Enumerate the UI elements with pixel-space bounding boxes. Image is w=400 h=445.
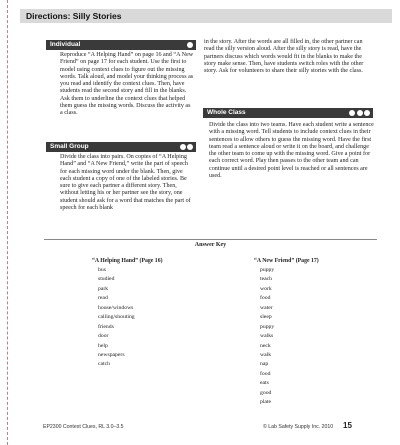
dot-icon [187,144,193,150]
answer-word: catch [98,361,110,368]
answer-word: teach [260,276,272,283]
difficulty-dots [349,110,370,116]
whole-class-heading-label: Whole Class [207,109,246,116]
directions-title: Directions: Silly Stories [26,11,122,21]
answer-word: work [260,285,272,292]
answer-key-title: Answer Key [194,242,227,248]
answer-word: sleep [260,314,272,321]
answer-word: eats [260,380,269,387]
answer-word: plate [260,399,272,406]
footer-product-code: EP2300 Context Clues, RL 3.0–3.5 [43,424,124,430]
answer-word: calling/shouting [98,314,135,321]
answer-word: help [98,342,108,349]
answer-word: newspapers [98,351,125,358]
answer-col1-list [98,266,135,370]
answer-word: park [98,285,109,292]
cut-line [7,0,8,445]
answer-col1-title: “A Helping Hand” (Page 16) [92,258,163,264]
whole-class-text: Divide the class into two teams. Have each student write a sentence with a missing word. Tell students to include context clues in their sentences to allow others to guess the missing word. Have the first team read a sentence aloud or write it on the board, and challenge the other team to come up with the missing word. Give a point for each correct word. Play then passes to the other team and can continue until a desired point level is reached or all sentences are used. [209,122,374,179]
answer-key-divider [44,239,377,240]
answer-word: nap [260,361,269,368]
difficulty-dots [187,42,193,48]
answer-word: food [260,370,271,377]
dot-icon [349,110,355,116]
answer-word: puppy [260,323,275,330]
answer-word: walks [260,333,274,340]
whole-class-heading [203,108,373,118]
individual-heading-label: Individual [50,41,81,48]
answer-word: door [98,333,109,340]
answer-word: house/windows [98,304,134,311]
answer-word: food [260,295,271,302]
directions-header [20,9,392,23]
small-group-text: Divide the class into pairs. On copies of “A Helping Hand” and “A New Friend,” write the part of speech for each missing word under the blank. Then, give each student a copy of one of the labeled stories. Be sure to give each partner a different story. Then, without letting his or her partner see the story, one student should ask for a word that matches the part of speech for each blank [60,154,191,211]
answer-word: studied [98,276,115,283]
dot-icon [357,110,363,116]
small-group-heading [46,142,196,152]
answer-col2-list [260,266,274,408]
footer-copyright: © Lab Safety Supply Inc. 2010 [263,424,334,430]
answer-word: bus [98,267,106,273]
dot-icon [180,144,186,150]
difficulty-dots [180,144,194,150]
answer-word: puppy [260,267,275,273]
dot-icon [364,110,370,116]
small-group-text-continued: in the story. After the words are all filled in, the other partner can read the silly version aloud. After the silly story is read, have the partners discuss which words would fit in the blanks to make the story make sense. Then, have students switch roles with the other story. Ask for volunteers to share their silly stories with the class. [204,39,364,74]
dot-icon [187,42,193,48]
answer-word: read [98,295,108,302]
answer-word: water [260,304,273,311]
individual-text: Reproduce “A Helping Hand” on page 16 and “A New Friend” on page 17 for each student. Use the first to model using context clues to figure out the missing words. Talk aloud, and model your thinking process as you read and identify the context clues. Then, have students read the second story and fill in the blanks. Ask them to underline the context clues that helped them guess the missing words. Discuss the activity as a class. [60,52,194,116]
answer-word: neck [260,342,271,349]
answer-word: walk [260,351,272,358]
answer-word: good [260,389,272,396]
answer-col2-title: “A New Friend” (Page 17) [254,258,319,264]
small-group-heading-label: Small Group [50,143,89,150]
individual-heading [46,40,196,50]
page-number: 15 [343,421,352,430]
answer-word: friends [98,323,114,330]
